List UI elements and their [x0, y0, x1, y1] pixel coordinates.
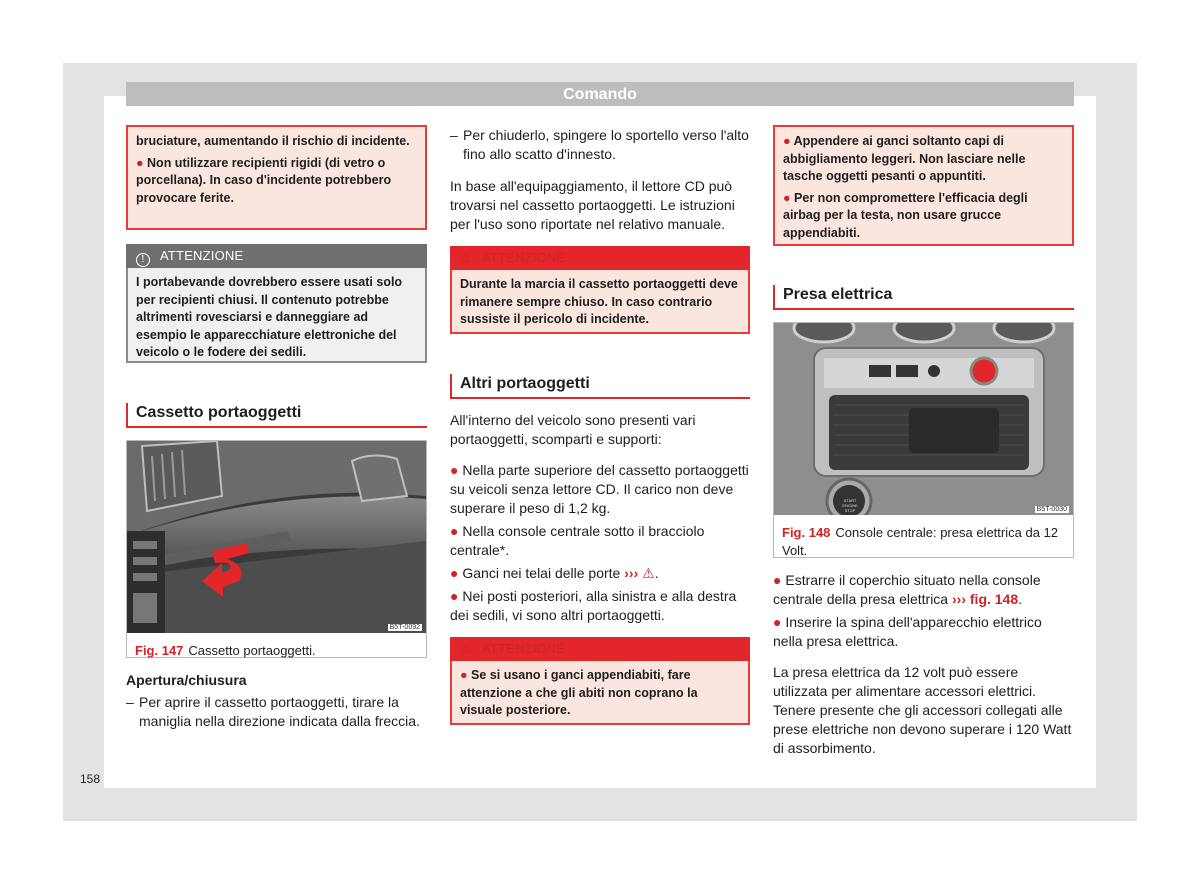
- attention-box-2: [450, 637, 750, 725]
- start-button-label: START ENGINE STOP: [842, 498, 858, 513]
- warning-text: bruciature, aumentando il rischio di incidente.: [136, 134, 410, 148]
- figure-reference-link[interactable]: fig. 148: [969, 591, 1019, 607]
- info-icon: !: [136, 253, 150, 267]
- list-item: ● Nella parte superiore del cassetto portaoggetti su veicoli senza lettore CD. Il carico non deve superare il peso di 1,2 kg.: [450, 462, 749, 516]
- warning-bullet: ● Per non compromettere l'efficacia degli airbag per la testa, non usare grucce appendiabiti.: [783, 190, 1028, 240]
- warning-triangle-icon: ⚠: [460, 250, 472, 265]
- list-item: ● Nei posti posteriori, alla sinistra e alla destra dei sedili, vi sono altri portaoggetti.: [450, 588, 737, 623]
- attention-box-1: [450, 246, 750, 334]
- list-item: ● Inserire la spina dell'apparecchio elettrico nella presa elettrica.: [773, 614, 1042, 649]
- cd-paragraph: In base all'equipaggiamento, il lettore CD può trovarsi nel cassetto portaoggetti. Le istruzioni per l'uso sono riportate nel relativo manuale.: [450, 178, 735, 232]
- warning-triangle-icon: ⚠: [642, 565, 655, 581]
- figure-code: B5T-0030: [1036, 506, 1067, 513]
- warning-triangle-icon: ⚠: [460, 641, 472, 656]
- attention-header: ⚠ ATTENZIONE: [450, 246, 750, 270]
- reference-arrows: ›››: [624, 565, 639, 581]
- warning-bullet: ● Appendere ai ganci soltanto capi di abbigliamento leggeri. Non lasciare nelle tasche oggetti pesanti o appuntiti.: [783, 134, 1026, 183]
- attention-header: ! ATTENZIONE: [126, 244, 427, 268]
- warning-box-continued: [773, 125, 1074, 246]
- step-open: – Per aprire il cassetto portaoggetti, tirare la maniglia nella direzione indicata dalla freccia.: [126, 694, 420, 729]
- warning-bullet: ● Non utilizzare recipienti rigidi (di vetro o porcellana). In caso d'incidente potrebbero provocare ferite.: [136, 155, 392, 205]
- presa-paragraph: La presa elettrica da 12 volt può essere utilizzata per alimentare accessori elettrici. Tenere presente che gli accessori collegati alle prese elettriche non devono superare i 120 Watt di assorbimento.: [773, 664, 1072, 756]
- step-close: – Per chiuderlo, spingere lo sportello verso l'alto fino allo scatto d'innesto.: [450, 127, 749, 162]
- list-item: ● Ganci nei telai delle porte ››› ⚠.: [450, 565, 659, 581]
- figure-caption: Fig. 148 Console centrale: presa elettrica da 12 Volt.: [782, 525, 1058, 558]
- figure-code: B5T-0092: [389, 624, 420, 631]
- right-column: [773, 125, 1074, 758]
- page-number: 158: [80, 772, 101, 786]
- attention-text: ● Se si usano i ganci appendiabiti, fare attenzione a che gli abiti non coprano la visuale posteriore.: [450, 661, 750, 725]
- attention-text: I portabevande dovrebbero essere usati solo per recipienti chiusi. Il contenuto potrebbe altrimenti rovesciarsi e danneggiare ad esempio le apparecchiature elettroniche del veicolo o le fodere dei sedili.: [126, 268, 427, 363]
- list-item: ● Estrarre il coperchio situato nella console centrale della presa elettrica ››› fig. 148.: [773, 572, 1041, 607]
- glovebox-illustration: [127, 441, 426, 633]
- section-title-presa: Presa elettrica: [773, 285, 1074, 310]
- section-title-altri: Altri portaoggetti: [450, 374, 750, 399]
- middle-column: [450, 126, 750, 725]
- list-item: ● Nella console centrale sotto il bracciolo centrale*.: [450, 523, 705, 558]
- attention-box: [126, 244, 427, 363]
- console-illustration: [774, 323, 1073, 515]
- attention-text: Durante la marcia il cassetto portaoggetti deve rimanere sempre chiuso. In caso contrario sussiste il pericolo di incidente.: [450, 270, 750, 334]
- section-title-cassetto: Cassetto portaoggetti: [126, 403, 427, 428]
- page-header: Comando: [126, 82, 1074, 106]
- reference-arrows: ›››: [952, 591, 966, 607]
- figure-148: [773, 322, 1074, 558]
- left-column: [126, 125, 427, 731]
- subheading-apertura: Apertura/chiusura: [126, 672, 247, 688]
- figure-147: [126, 440, 427, 658]
- warning-box-continued: [126, 125, 427, 230]
- figure-caption: Fig. 147 Cassetto portaoggetti.: [135, 643, 316, 658]
- intro-paragraph: All'interno del veicolo sono presenti vari portaoggetti, scomparti e supporti:: [450, 412, 696, 447]
- attention-header: ⚠ ATTENZIONE: [450, 637, 750, 661]
